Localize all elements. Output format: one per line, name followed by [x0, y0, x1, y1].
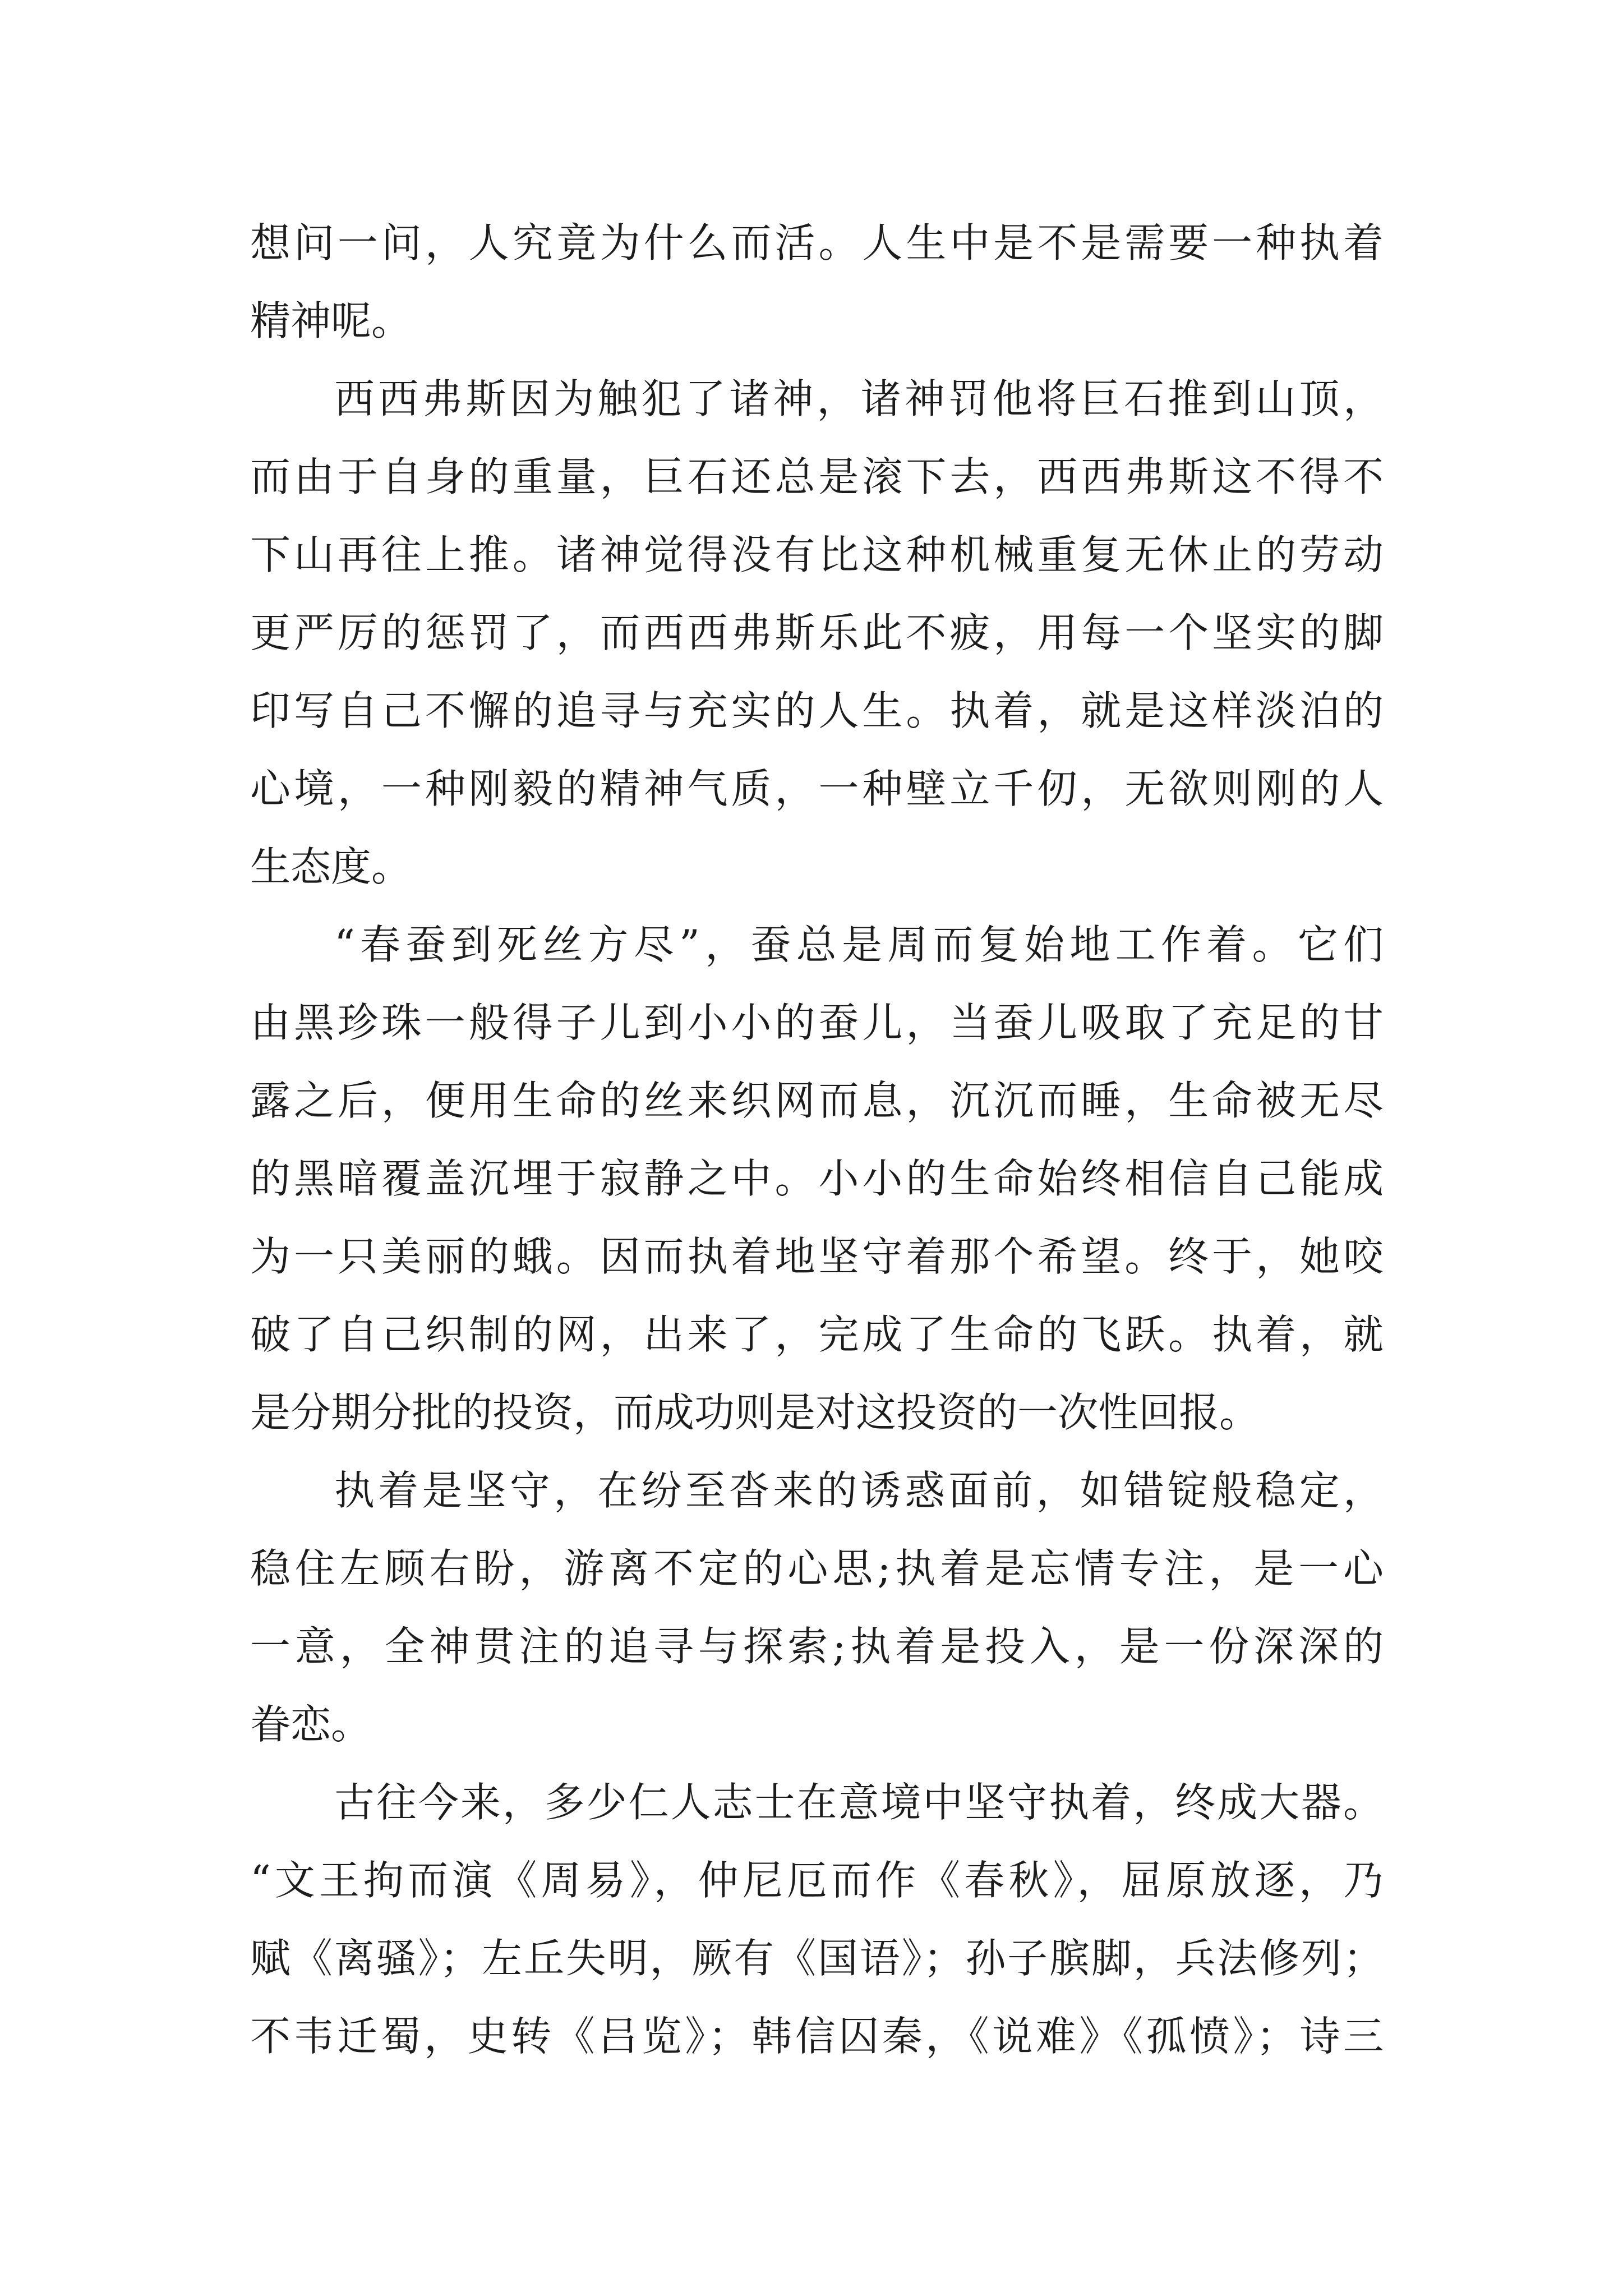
text-line: 印写自己不懈的追寻与充实的人生。执着，就是这样淡泊的: [250, 687, 1384, 734]
text-line: 而由于自身的重量，巨石还总是滚下去，西西弗斯这不得不: [250, 453, 1384, 500]
text-line: 一意，全神贯注的追寻与探索;执着是投入，是一份深深的: [250, 1623, 1384, 1670]
paragraph: [250, 360, 1384, 906]
text-line: 生态度。: [250, 843, 412, 890]
text-line: “文王拘而演《周易》，仲尼厄而作《春秋》，屈原放逐，乃: [250, 1857, 1384, 1904]
text-line: 不韦迁蜀，史转《吕览》；韩信囚秦，《说难》《孤愤》；诗三: [250, 2013, 1384, 2060]
text-line: “春蚕到死丝方尽”，蚕总是周而复始地工作着。它们: [334, 921, 1384, 968]
text-line: 赋《离骚》；左丘失明，厥有《国语》；孙子膑脚，兵法修列；: [250, 1935, 1384, 1982]
text-line: 的黑暗覆盖沉埋于寂静之中。小小的生命始终相信自己能成: [250, 1155, 1384, 1202]
text-line: 是分期分批的投资，而成功则是对这投资的一次性回报。: [250, 1389, 1260, 1436]
text-line: 由黑珍珠一般得子儿到小小的蚕儿，当蚕儿吸取了充足的甘: [250, 999, 1384, 1046]
text-line: 更严厉的惩罚了，而西西弗斯乐此不疲，用每一个坚实的脚: [250, 609, 1384, 656]
text-line: 精神呢。: [250, 297, 412, 344]
text-line: 为一只美丽的蛾。因而执着地坚守着那个希望。终于，她咬: [250, 1233, 1384, 1280]
document-page: [250, 204, 1384, 2076]
paragraph: [250, 204, 1384, 360]
text-line: 下山再往上推。诸神觉得没有比这种机械重复无休止的劳动: [250, 531, 1384, 578]
text-line: 破了自己织制的网，出来了，完成了生命的飞跃。执着，就: [250, 1311, 1384, 1358]
text-line: 眷恋。: [250, 1701, 372, 1748]
text-line: 心境，一种刚毅的精神气质，一种壁立千仞，无欲则刚的人: [250, 765, 1384, 812]
text-line: 西西弗斯因为触犯了诸神，诸神罚他将巨石推到山顶，: [334, 375, 1384, 422]
text-line: 古往今来，多少仁人志士在意境中坚守执着，终成大器。: [334, 1779, 1384, 1826]
text-line: 稳住左顾右盼，游离不定的心思;执着是忘情专注，是一心: [250, 1545, 1384, 1592]
text-line: 执着是坚守，在纷至沓来的诱惑面前，如错锭般稳定，: [334, 1467, 1384, 1514]
paragraph: [250, 906, 1384, 1452]
paragraph: [250, 1452, 1384, 1764]
text-line: 想问一问，人究竟为什么而活。人生中是不是需要一种执着: [250, 219, 1384, 266]
paragraph: [250, 1764, 1384, 2076]
text-line: 露之后，便用生命的丝来织网而息，沉沉而睡，生命被无尽: [250, 1077, 1384, 1124]
